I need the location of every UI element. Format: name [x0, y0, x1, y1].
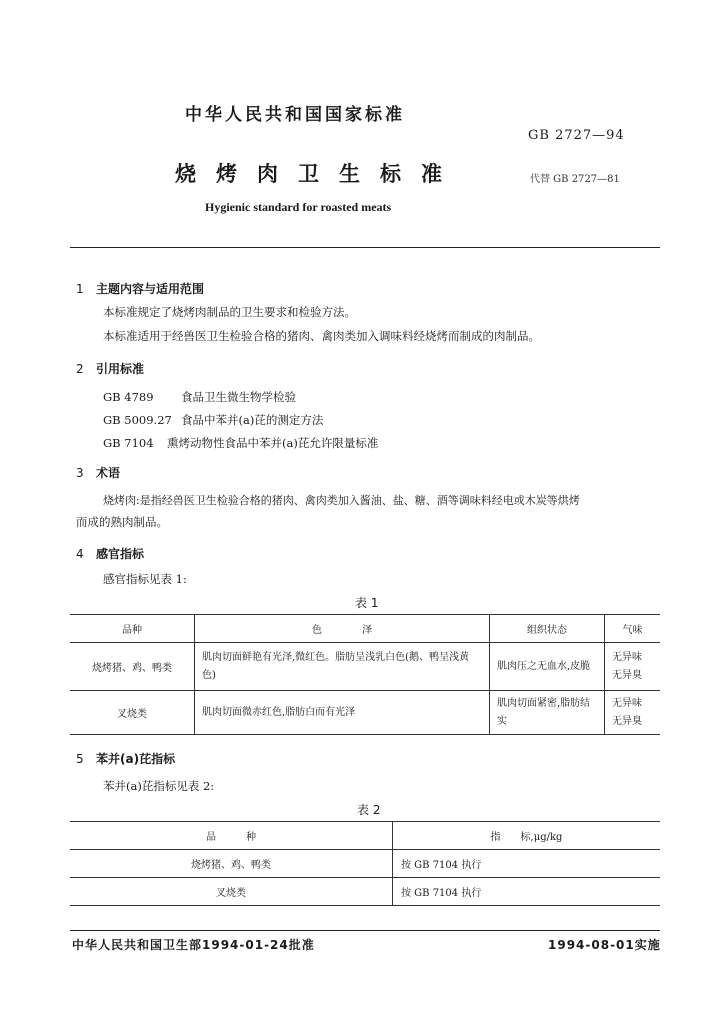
- section-3-heading: [76, 464, 120, 481]
- section-title: 引用标准: [96, 362, 145, 376]
- section-title: 术语: [96, 466, 121, 480]
- section-1-heading: [76, 280, 204, 297]
- reference-code: GB 5009.27: [103, 413, 172, 427]
- cell-text: 肌肉切面紧密,脂肪结实: [497, 697, 591, 727]
- section-number: 5: [76, 752, 84, 766]
- reference-code: GB 4789: [103, 390, 154, 404]
- table-cell: 烧烤猪、鸡、鸭类: [70, 850, 393, 878]
- reference-item: [103, 412, 323, 428]
- table-1: [70, 614, 660, 735]
- table-cell: 按 GB 7104 执行: [393, 878, 661, 906]
- table-header-row: [70, 822, 660, 850]
- section-1-paragraph-2: 本标准适用于经兽医卫生检验合格的猪肉、禽肉类加入调味料经烧烤而制成的肉制品。: [103, 329, 540, 343]
- section-5-heading: [76, 750, 175, 767]
- section-number: 1: [76, 282, 84, 296]
- cell-text: 肌肉压之无血水,皮脆: [497, 660, 591, 672]
- table-1-caption: 表 1: [355, 596, 379, 610]
- section-5-intro: 苯并(a)芘指标见表 2:: [103, 779, 215, 793]
- table-cell: [605, 691, 661, 735]
- table-header-cell: 品种: [70, 615, 195, 643]
- table-cell: [490, 691, 605, 735]
- table-cell: 按 GB 7104 执行: [393, 850, 661, 878]
- reference-item: [103, 435, 378, 451]
- document-title: 烧烤肉卫生标准: [175, 162, 462, 186]
- table-header-cell: 气味: [605, 615, 661, 643]
- section-title: 主题内容与适用范围: [96, 282, 205, 296]
- section-number: 4: [76, 547, 84, 561]
- effective-date: 1994-08-01实施: [548, 938, 661, 952]
- table-row: [70, 691, 660, 735]
- table-cell: [195, 643, 490, 691]
- table-header-cell: 品 种: [70, 822, 393, 850]
- reference-title: 食品中苯并(a)芘的测定方法: [181, 413, 324, 427]
- section-number: 2: [76, 362, 84, 376]
- cell-text: 肌肉切面微赤红色,脂肪白而有光泽: [202, 706, 356, 718]
- table-cell: [605, 643, 661, 691]
- table-header-row: [70, 615, 660, 643]
- footer-divider: [70, 930, 660, 931]
- table-2: [70, 821, 660, 906]
- reference-item: [103, 389, 296, 405]
- table-header-cell: 色 泽: [195, 615, 490, 643]
- table-2-caption: 表 2: [357, 803, 381, 817]
- table-row: [70, 878, 660, 906]
- table-cell: [490, 643, 605, 691]
- table-cell: 烧烤猪、鸡、鸭类: [70, 643, 195, 691]
- table-row: [70, 850, 660, 878]
- reference-code: GB 7104: [103, 436, 154, 450]
- replaces-code: 代替 GB 2727—81: [530, 174, 620, 185]
- section-4-intro: 感官指标见表 1:: [103, 572, 187, 586]
- section-title: 苯并(a)芘指标: [96, 752, 176, 766]
- section-2-heading: [76, 360, 144, 377]
- section-3-line-2: 而成的熟肉制品。: [76, 515, 168, 529]
- table-header-cell: 组织状态: [490, 615, 605, 643]
- table-header-cell: 指 标,μg/kg: [393, 822, 661, 850]
- standard-code: GB 2727—94: [528, 128, 625, 143]
- section-4-heading: [76, 545, 144, 562]
- approval-line: 中华人民共和国卫生部1994-01-24批准: [72, 938, 315, 952]
- section-1-paragraph-1: 本标准规定了烧烤肉制品的卫生要求和检验方法。: [103, 305, 356, 319]
- document-title-english: Hygienic standard for roasted meats: [205, 200, 392, 214]
- cell-text: 无异味无异臭: [612, 651, 642, 681]
- header-divider: [70, 247, 660, 248]
- section-3-line-1: 烧烤肉:是指经兽医卫生检验合格的猪肉、禽肉类加入酱油、盐、糖、酒等调味料经电或木炭等烘烤: [103, 494, 580, 507]
- cell-text: 肌肉切面鲜艳有光泽,微红色。脂肪呈浅乳白色(鹅、鸭呈浅黄色): [202, 651, 470, 681]
- reference-title: 熏烤动物性食品中苯并(a)芘允许限量标准: [167, 436, 379, 450]
- standard-org-heading: 中华人民共和国国家标准: [185, 105, 405, 125]
- table-cell: [195, 691, 490, 735]
- section-number: 3: [76, 466, 84, 480]
- table-row: [70, 643, 660, 691]
- reference-title: 食品卫生微生物学检验: [181, 390, 296, 404]
- table-cell: 叉烧类: [70, 878, 393, 906]
- section-title: 感官指标: [96, 547, 145, 561]
- table-cell: 叉烧类: [70, 691, 195, 735]
- cell-text: 无异味无异臭: [612, 697, 642, 727]
